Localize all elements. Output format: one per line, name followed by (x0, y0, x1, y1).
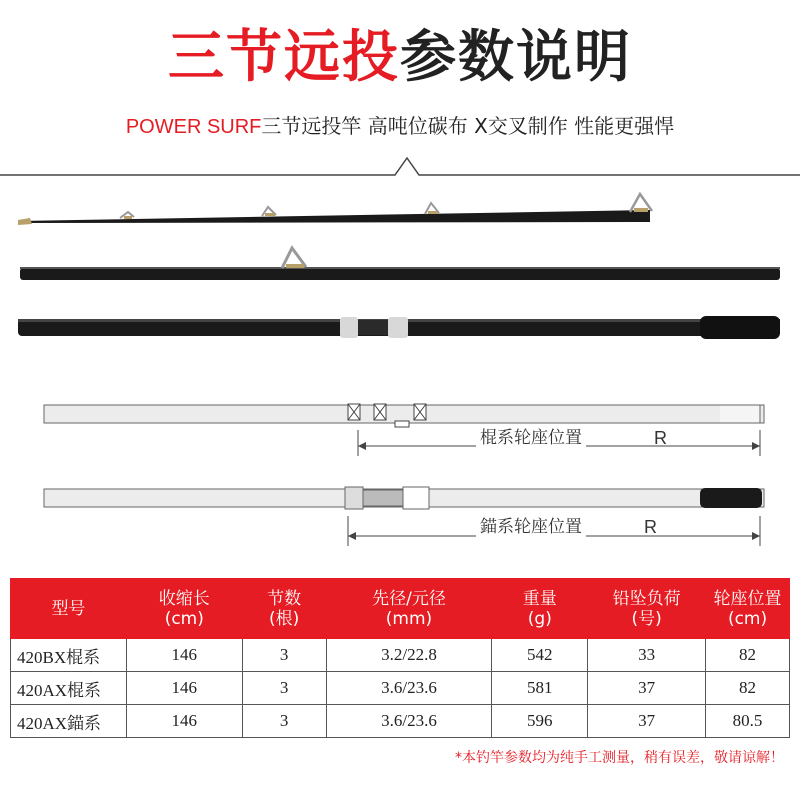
rod-tip-section (18, 194, 652, 225)
rod-middle-section (20, 248, 780, 280)
header-sinker-load: 铅坠负荷 (号) (588, 579, 706, 639)
header-seat-position: 轮座位置 (cm) (706, 579, 790, 639)
cell-weight: 596 (492, 705, 588, 738)
title-highlight: 三节远投 (168, 25, 400, 90)
r-label-1: R (654, 428, 667, 448)
header-length: 收缩长 (cm) (126, 579, 242, 639)
table-row (11, 705, 790, 738)
title-rest: 参数说明 (400, 25, 632, 90)
cell-weight: 581 (492, 672, 588, 705)
table-row (11, 672, 790, 705)
cell-sinker-load: 37 (588, 672, 706, 705)
subtitle-text: 三节远投竿 高吨位碳布 X交叉制作 性能更强悍 (261, 114, 675, 138)
footer-note: *本钓竿参数均为纯手工测量，稍有误差，敬请谅解！ (455, 750, 784, 766)
subtitle-brand: POWER SURF (125, 116, 262, 138)
header-model: 型号 (11, 579, 127, 639)
cell-diameter: 3.2/22.8 (326, 639, 492, 672)
cell-sections: 3 (242, 639, 326, 672)
header-weight: 重量 (g) (492, 579, 588, 639)
rod-seat-1-label: 棍系轮座位置 (476, 428, 586, 448)
cell-sinker-load: 33 (588, 639, 706, 672)
rod-butt-section (18, 316, 780, 339)
cell-length: 146 (126, 672, 242, 705)
cell-sections: 3 (242, 705, 326, 738)
header-diameter: 先径/元径 (mm) (326, 579, 492, 639)
cell-length: 146 (126, 639, 242, 672)
cell-diameter: 3.6/23.6 (326, 672, 492, 705)
cell-sinker-load: 37 (588, 705, 706, 738)
cell-seat-position: 82 (706, 672, 790, 705)
cell-length: 146 (126, 705, 242, 738)
cell-seat-position: 80.5 (706, 705, 790, 738)
cell-sections: 3 (242, 672, 326, 705)
cell-model: 420AX錨系 (11, 705, 127, 738)
cell-seat-position: 82 (706, 639, 790, 672)
table-header-row (11, 579, 790, 639)
r-label-2: R (644, 517, 657, 537)
header-sections: 节数 (根) (242, 579, 326, 639)
cell-weight: 542 (492, 639, 588, 672)
cell-model: 420AX棍系 (11, 672, 127, 705)
cell-model: 420BX棍系 (11, 639, 127, 672)
rod-seat-2-label: 錨系轮座位置 (476, 517, 586, 537)
cell-diameter: 3.6/23.6 (326, 705, 492, 738)
spec-table (10, 578, 790, 738)
table-row (11, 639, 790, 672)
